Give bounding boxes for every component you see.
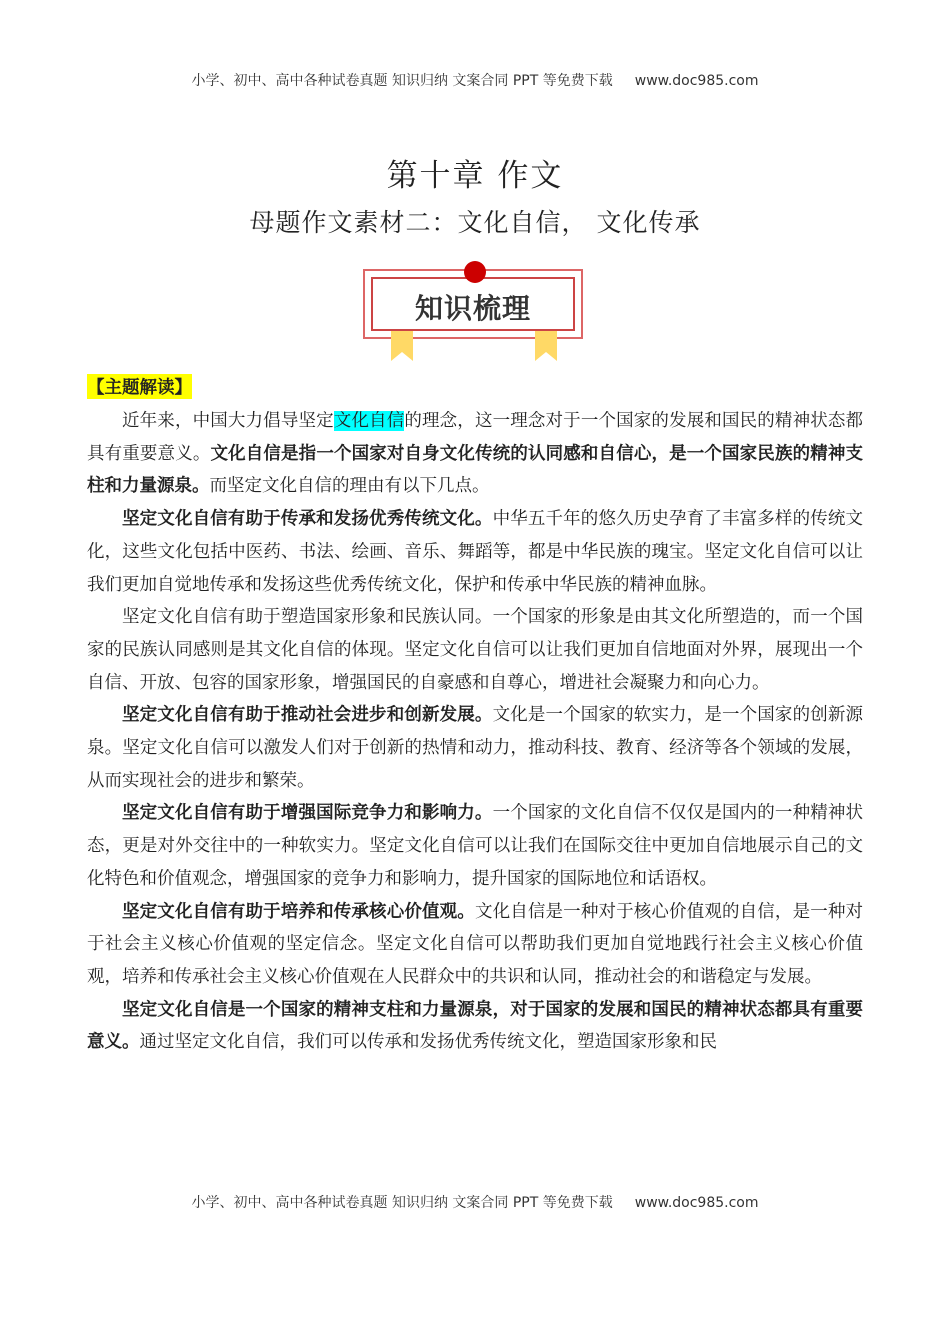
header-url[interactable]: www.doc985.com [634, 73, 759, 89]
para-text: 文化是一个国家的软实力，是一个国家的创新源泉。坚定文化自信可以激发人们对于创新的热情和动力，推动科技、教育、经济等各个领域的发展，从而实现社会的进步和繁荣。 [87, 705, 864, 791]
paragraph [87, 699, 863, 797]
para-text: 而坚定文化自信的理由有以下几点。 [209, 476, 490, 497]
para-bold: 坚定文化自信有助于培养和传承核心价值观。 [122, 901, 475, 922]
para-text: 近年来，中国大力倡导坚定 [122, 411, 334, 431]
paragraph [87, 405, 863, 503]
ribbon-left-icon [391, 331, 413, 361]
page-footer [0, 1192, 950, 1212]
paragraph [87, 797, 863, 895]
footer-text: 小学、初中、高中各种试卷真题 知识归纳 文案合同 PPT 等免费下载 [191, 1195, 613, 1211]
para-bold: 坚定文化自信是一个国家的精神支柱和力量源泉，对于国家的发展和国民的精神状态都具有重要意义。 [87, 999, 863, 1053]
ribbon-right-icon [535, 331, 557, 361]
paragraph [87, 994, 863, 1059]
knowledge-badge [363, 269, 583, 339]
page-header [0, 70, 950, 90]
para-text: 文化自信是一种对于核心价值观的自信，是一种对于社会主义核心价值观的坚定信念。坚定文化自信可以帮助我们更加自觉地践行社会主义核心价值观，培养和传承社会主义核心价值观在人民群众中的共识和认同，推动社会的和谐稳定与发展。 [87, 901, 864, 987]
para-text: 通过坚定文化自信，我们可以传承和发扬优秀传统文化，塑造国家形象和民 [139, 1032, 717, 1053]
para-text: 中华五千年的悠久历史孕育了丰富多样的传统文化，这些文化包括中医药、书法、绘画、音乐、舞蹈等，都是中华民族的瑰宝。坚定文化自信可以让我们更加自觉地传承和发扬这些优秀传统文化，保护和传承中华民族的精神血脉。 [87, 509, 864, 595]
section-label: 【主题解读】 [87, 374, 192, 399]
chapter-title: 第十章 作文 [386, 158, 564, 194]
para-bold: 文化自信是指一个国家对自身文化传统的认同感和自信心，是一个国家民族的精神支柱和力量源泉。 [87, 443, 864, 497]
para-text: 一个国家的文化自信不仅仅是国内的一种精神状态，更是对外交往中的一种软实力。坚定文化自信可以让我们在国际交往中更加自信地展示自己的文化特色和价值观念，增强国家的竞争力和影响力，提升国家的国际地位和话语权。 [87, 803, 864, 889]
paragraph [87, 601, 863, 699]
para-bold: 坚定文化自信有助于传承和发扬优秀传统文化。 [122, 509, 493, 530]
badge-dot-icon [464, 261, 486, 283]
para-text: 的理念，这一理念对于一个国家的发展和国民的精神状态都具有重要意义。 [87, 411, 864, 464]
subtitle: 母题作文素材二：文化自信， 文化传承 [249, 208, 701, 237]
badge-label: 知识梳理 [414, 292, 531, 325]
highlighted-term: 文化自信 [333, 411, 405, 431]
para-bold: 坚定文化自信有助于推动社会进步和创新发展。 [122, 705, 493, 726]
header-text: 小学、初中、高中各种试卷真题 知识归纳 文案合同 PPT 等免费下载 [191, 73, 613, 89]
footer-url[interactable]: www.doc985.com [634, 1195, 759, 1211]
paragraph [87, 503, 863, 601]
para-bold: 坚定文化自信有助于增强国际竞争力和影响力。 [122, 803, 493, 824]
para-text: 坚定文化自信有助于塑造国家形象和民族认同。一个国家的形象是由其文化所塑造的，而一个国家的民族认同感则是其文化自信的体现。坚定文化自信可以让我们更加自信地面对外界，展现出一个自信、开放、包容的国家形象，增强国民的自豪感和自尊心，增进社会凝聚力和向心力。 [87, 607, 863, 693]
paragraph [87, 896, 863, 994]
document-body [87, 405, 863, 1059]
